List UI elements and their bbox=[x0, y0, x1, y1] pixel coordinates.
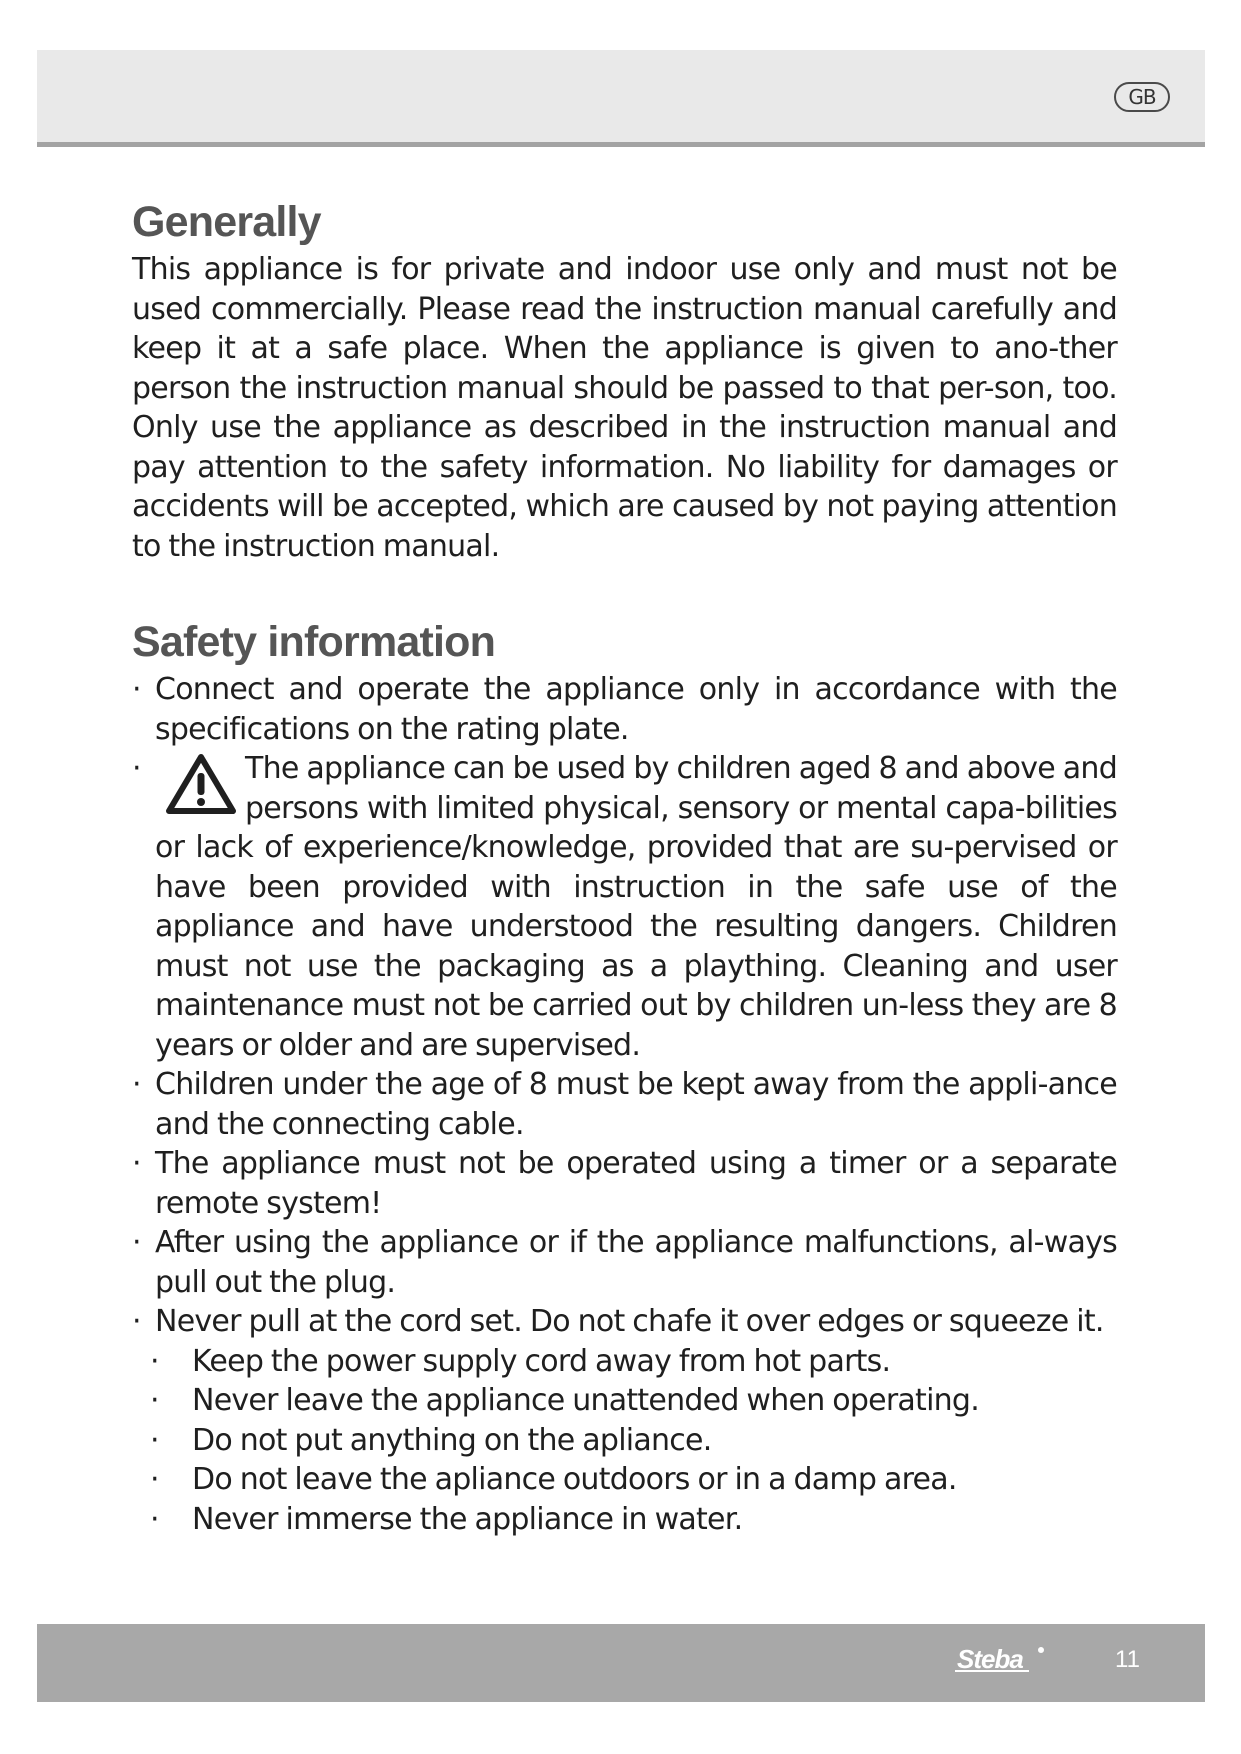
page-footer bbox=[37, 1624, 1205, 1702]
safety-item-warning: · The appliance can be used by children aged 8 and above and persons with limited physical, sensory or mental capa-bilities or lack of experience/knowledge, provided that are su-pervised or have been provided with instruction in the safe use of the appliance and have understood the resulting dangers. Children must not use the packaging as a plaything. Cleaning and user maintenance must not be carried out by children un-less they are 8 years or older and are supervised. bbox=[132, 751, 1117, 1063]
safety-item: · Connect and operate the appliance only in accordance with the specifications on the rating plate. bbox=[132, 672, 1117, 747]
page-header bbox=[37, 50, 1205, 147]
safety-sub-item: · Never immerse the appliance in water. bbox=[132, 1500, 1117, 1540]
safety-item: · Never pull at the cord set. Do not chafe it over edges or squeeze it. bbox=[132, 1302, 1117, 1342]
bullet: · bbox=[132, 1146, 141, 1181]
bullet: · bbox=[132, 1225, 141, 1260]
language-badge: GB bbox=[1114, 82, 1170, 112]
safety-item: · Children under the age of 8 must be kept away from the appli-ance and the connecting cable. bbox=[132, 1067, 1117, 1142]
page-content bbox=[132, 190, 1117, 1539]
safety-sub-item: · Do not put anything on the apliance. bbox=[132, 1421, 1117, 1461]
bullet: · bbox=[150, 1462, 159, 1497]
bullet: · bbox=[132, 1304, 141, 1339]
safety-item: · After using the appliance or if the appliance malfunctions, al-ways pull out the plug. bbox=[132, 1225, 1117, 1300]
bullet: · bbox=[150, 1501, 159, 1537]
section-title-safety: Safety information bbox=[132, 618, 496, 666]
safety-list bbox=[132, 670, 1117, 1539]
section-title-generally: Generally bbox=[132, 198, 321, 246]
bullet: · bbox=[150, 1343, 159, 1379]
generally-paragraph: This appliance is for private and indoor use only and must not be used commercially. Please read the instruction manual carefully and keep it at a safe place. When the appliance is given to ano-ther person the instruction manual should be passed to that per-son, too. Only use the appliance as described in the instruction manual and pay attention to the safety information. No liability for damages or accidents will be accepted, which are caused by not paying attention to the instruction manual. bbox=[132, 252, 1117, 564]
bullet: · bbox=[150, 1422, 159, 1458]
bullet: · bbox=[150, 1383, 159, 1418]
steba-logo bbox=[955, 1644, 1085, 1678]
bullet: · bbox=[132, 672, 141, 707]
safety-sub-item: · Do not leave the apliance outdoors or in a damp area. bbox=[132, 1460, 1117, 1500]
safety-item: · The appliance must not be operated using a timer or a separate remote system! bbox=[132, 1146, 1117, 1221]
warning-triangle-icon bbox=[165, 753, 237, 815]
bullet: · bbox=[132, 751, 141, 786]
safety-sub-item: · Keep the power supply cord away from hot parts. bbox=[132, 1342, 1117, 1382]
bullet: · bbox=[132, 1067, 141, 1102]
safety-sub-item: · Never leave the appliance unattended when operating. bbox=[132, 1381, 1117, 1421]
page-number: 11 bbox=[1115, 1646, 1140, 1673]
svg-text:Steba: Steba bbox=[957, 1644, 1023, 1674]
